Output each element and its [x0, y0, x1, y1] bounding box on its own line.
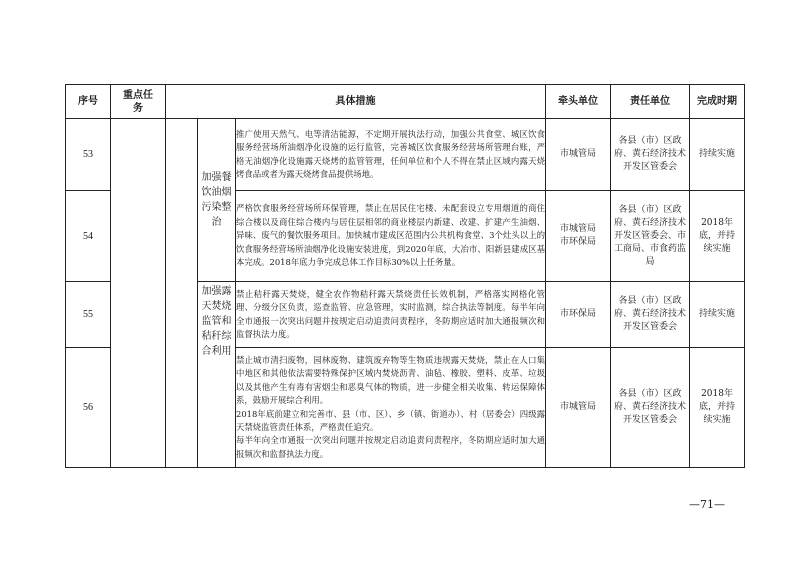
- lead-unit: 市城管局: [546, 119, 611, 191]
- measure-paragraph: 2018年底前建立和完善市、县（市、区）、乡（镇、街道办）、村（居委会）四级露天禁烧监管责任体系，严格责任追究。: [236, 408, 546, 432]
- header-no: 序号: [66, 85, 111, 119]
- measure-paragraph: 每半年向全市通报一次突出问题并按规定启动追责问责程序，冬防期应适时加大通报频次和监督执法力度。: [236, 435, 546, 459]
- responsible-unit: 各县（市）区政府、黄石经济技术开发区管委会: [611, 348, 690, 468]
- lead-unit: 市城管局: [546, 348, 611, 468]
- category-catering: 加强餐饮油烟污染整治: [198, 119, 236, 282]
- measure-text: 严格饮食服务经营场所环保管理，禁止在居民住宅楼、未配套设立专用烟道的商住综合楼以及商住综合楼内与居住层相邻的商业楼层内新建、改建、扩建产生油烟、异味、废气的餐饮服务项目。加快城市建成区范围内公共机构食堂、3个灶头以上的饮食服务经营场所油烟净化设施安装进度，到2020年底，大冶市、阳新县建成区基本完成。2018年底力争完成总体工作目标30%以上任务量。: [236, 191, 546, 282]
- task-cell: [111, 119, 166, 468]
- measure-text: [236, 348, 546, 468]
- header-row: [66, 85, 745, 119]
- responsible-unit: 各县（市）区政府、黄石经济技术开发区管委会、市工商局、市食药监局: [611, 191, 690, 282]
- header-task: 重点任务: [111, 85, 166, 119]
- deadline: 2018年底，并持续实施: [690, 191, 745, 282]
- header-deadline: 完成时期: [690, 85, 745, 119]
- measure-text: 禁止秸秆露天焚烧，健全农作物秸秆露天禁烧责任长效机制，严格落实网格化管理、分级分区负责，巡查监管、应急管理，实时监测，综合执法等制度。每半年向全市通报一次突出问题并按规定启动追责问责程序，冬防期应适时加大通报频次和监督执法力度。: [236, 282, 546, 348]
- table-row: [66, 119, 745, 191]
- lead-unit: 市城管局市环保局: [546, 191, 611, 282]
- header-measure: 具体措施: [166, 85, 546, 119]
- header-resp: 责任单位: [611, 85, 690, 119]
- lead-unit: 市环保局: [546, 282, 611, 348]
- subtask-cell: [166, 119, 198, 468]
- row-number: 55: [66, 282, 111, 348]
- row-number: 53: [66, 119, 111, 191]
- header-lead: 牵头单位: [546, 85, 611, 119]
- responsible-unit: 各县（市）区政府、黄石经济技术开发区管委会: [611, 282, 690, 348]
- row-number: 54: [66, 191, 111, 282]
- category-burning: 加强露天焚烧监管和秸秆综合利用: [198, 282, 236, 468]
- deadline: 2018年底，并持续实施: [690, 348, 745, 468]
- responsible-unit: 各县（市）区政府、黄石经济技术开发区管委会: [611, 119, 690, 191]
- row-number: 56: [66, 348, 111, 468]
- deadline: 持续实施: [690, 282, 745, 348]
- page-number: —71—: [689, 498, 725, 511]
- measure-text: 推广使用天然气、电等清洁能源，不定期开展执法行动，加强公共食堂、城区饮食服务经营场所油烟净化设施的运行监管，完善城区饮食服务经营场所管理台账，严格无油烟净化设施露天烧烤的监管管理，任何单位和个人不得在禁止区域内露天烧烤食品或者为露天烧烤食品提供场地。: [236, 119, 546, 191]
- measures-table: [65, 84, 745, 468]
- deadline: 持续实施: [690, 119, 745, 191]
- measure-paragraph: 禁止城市清扫废物，园林废物、建筑废弃物等生物质违规露天焚烧，禁止在人口集中地区和其他依法需要特殊保护区域内焚烧沥青、油毡、橡胶、塑料、皮革、垃圾以及其他产生有毒有害烟尘和恶臭气体的物质，进一步健全相关收集、转运保障体系，鼓励开展综合利用。: [236, 354, 546, 406]
